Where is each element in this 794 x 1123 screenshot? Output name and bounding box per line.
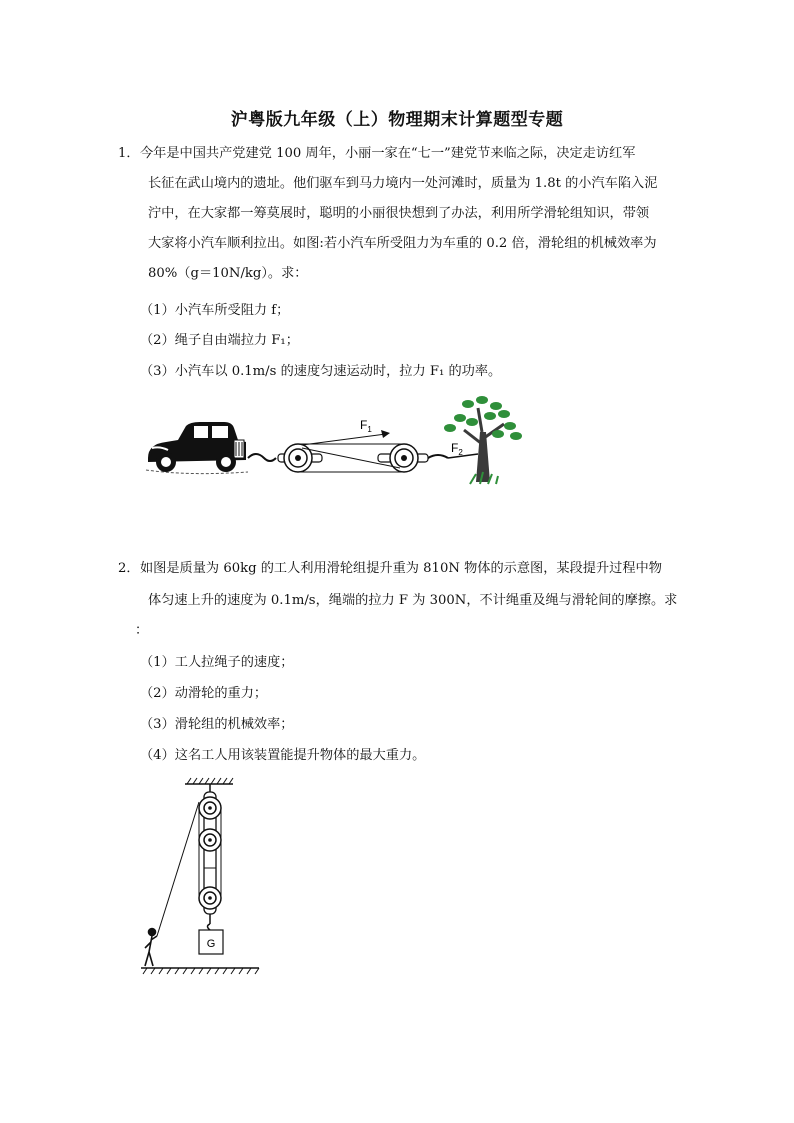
page-title: 沪粤版九年级（上）物理期末计算题型专题 xyxy=(230,110,564,130)
force-f2-label: $F_2$ xyxy=(451,441,463,457)
question-1-line-5: 80%（g＝10N/kg）。求： xyxy=(148,266,308,281)
question-1-line-3: 泞中，在大家都一筹莫展时，聪明的小丽很快想到了办法，利用所学滑轮组知识，带领 xyxy=(148,206,650,221)
question-2-sub-2: （2）动滑轮的重力； xyxy=(140,686,268,701)
figure-car-pulley xyxy=(138,392,528,492)
question-2-sub-4: （4）这名工人用该装置能提升物体的最大重力。 xyxy=(140,748,426,763)
fixed-pulley-icon xyxy=(378,444,428,472)
question-1-line-1: 今年是中国共产党建党 100 周年，小丽一家在“七一”建党节来临之际，决定走访红军 xyxy=(140,146,636,161)
question-1-sub-2: （2）绳子自由端拉力 F₁； xyxy=(140,333,299,348)
question-1-number: 1． xyxy=(118,146,140,161)
figure-worker-pulley xyxy=(135,772,265,977)
middle-pulley-icon xyxy=(199,829,221,851)
question-1-line-2: 长征在武山境内的遗址。他们驱车到马力境内一处河滩时，质量为 1.8t 的小汽车陷入泥 xyxy=(148,176,658,191)
question-2-sub-1: （1）工人拉绳子的速度； xyxy=(140,655,294,670)
moving-pulley-icon xyxy=(199,887,221,909)
pull-rope xyxy=(157,802,199,936)
question-2-sub-3: （3）滑轮组的机械效率； xyxy=(140,717,294,732)
ground-icon xyxy=(141,968,259,974)
question-2-number: 2． xyxy=(118,561,140,576)
question-2-line-2: 体匀速上升的速度为 0.1m/s，绳端的拉力 F 为 300N，不计绳重及绳与滑轮间的摩擦。求 xyxy=(148,593,678,608)
question-1-sub-3: （3）小汽车以 0.1m/s 的速度匀速运动时，拉力 F₁ 的功率。 xyxy=(140,364,502,379)
fixed-pulley-icon xyxy=(199,797,221,819)
moving-pulley-icon xyxy=(278,444,322,472)
question-1-line-4: 大家将小汽车顺利拉出。如图:若小汽车所受阻力为车重的 0.2 倍，滑轮组的机械效率为 xyxy=(148,236,657,251)
weight-label: G xyxy=(206,938,216,950)
ceiling-icon xyxy=(185,778,233,784)
worker-icon xyxy=(145,929,157,967)
question-1-sub-1: （1）小汽车所受阻力 f； xyxy=(140,303,290,318)
question-2-line-1: 如图是质量为 60kg 的工人利用滑轮组提升重为 810N 物体的示意图，某段提升过程中物 xyxy=(140,561,662,576)
force-f1-label: $F_1$ xyxy=(360,418,372,434)
car-icon xyxy=(148,422,246,472)
force-f1-arrow xyxy=(302,434,386,445)
question-2-line-3: ： xyxy=(135,623,149,638)
tree-icon xyxy=(444,396,522,484)
